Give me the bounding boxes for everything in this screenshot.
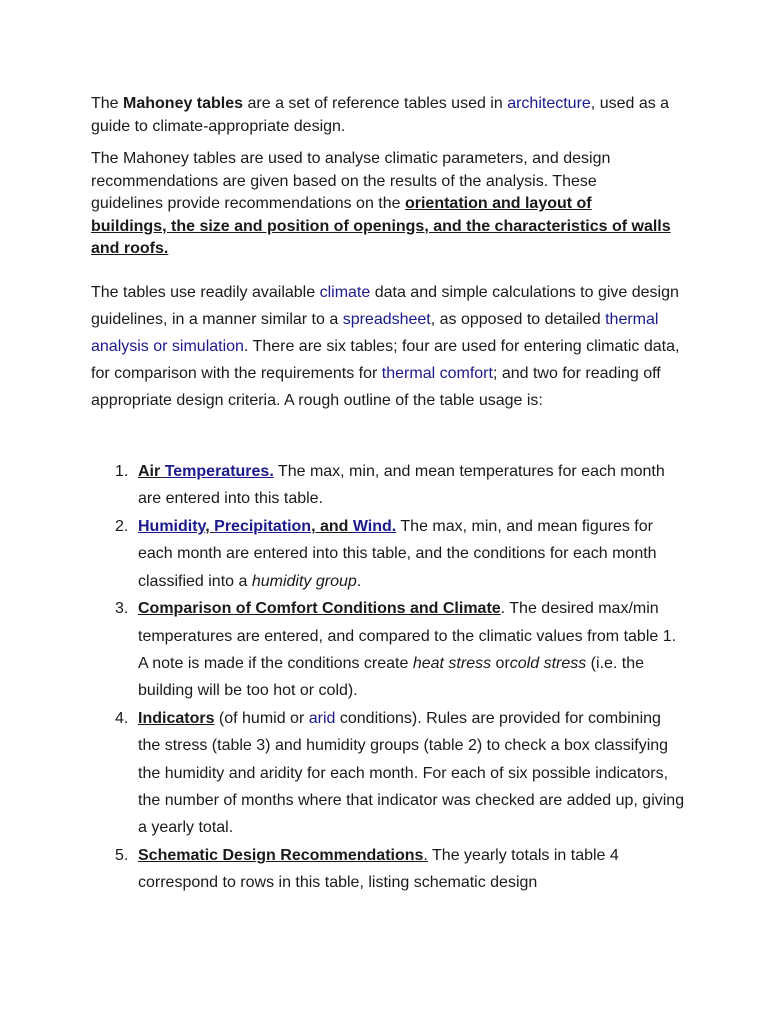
item-text-end: conditions). Rules are provided for combining the stress (table 3) and humidity groups (table 2) to check a box classifying the humidity and aridity for each month. For each of six possible indicators, the number of months where that indicator was checked are added up, giving a yearly total. [138,710,685,837]
usage-text-1: The tables use readily available [91,284,320,301]
list-number: 5. [115,847,129,865]
architecture-link[interactable]: architecture [507,95,591,112]
thermal-comfort-link[interactable]: thermal comfort [381,365,493,382]
usage-text-2: data and simple calculations to give design guidelines, in a manner similar to a [91,284,679,328]
humidity-link[interactable]: Humidity [138,518,206,536]
title-period: . [423,847,428,865]
list-number: 4. [115,710,129,728]
item-text: The max, min, and mean temperatures for each month are entered into this table. [138,463,665,508]
usage-text-5: ; and two for reading off appropriate design criteria. A rough outline of the table usage is: [91,365,661,409]
list-number: 3. [115,600,129,618]
usage-text-3: , as opposed to detailed [430,311,606,328]
analysis-paragraph [91,148,671,261]
item-text: The max, min, and mean figures for each month are entered into this table, and the conditions for each month classified into a [138,518,657,590]
item-text-end: (i.e. the building will be too hot or cold). [138,655,645,700]
heat-stress-term: heat stress [412,655,492,673]
list-item [91,458,687,513]
design-recommendations-emphasis: orientation and layout of buildings, the size and position of openings, and the characteristics of walls and roofs. [91,195,671,257]
table-usage-list [91,458,687,897]
usage-paragraph [91,279,681,414]
analysis-text: The Mahoney tables are used to analyse climatic parameters, and design recommendations are given based on the results of the analysis. These guidelines provide recommendations on the [91,150,611,212]
arid-link[interactable]: arid [308,710,336,728]
usage-text-4: . There are six tables; four are used for entering climatic data, for comparison with the requirements for [91,338,680,382]
wind-link[interactable]: Wind. [352,518,397,536]
air-label: Air [138,463,161,480]
list-item [91,705,687,841]
temperatures-link[interactable]: Temperatures. [164,463,274,480]
item-text: (of humid or [214,710,309,728]
item-text: . The desired max/min temperatures are entered, and compared to the climatic values from table 1. A note is made if the conditions create [138,600,677,673]
cold-stress-term: cold stress [509,655,587,673]
list-number: 2. [115,518,129,536]
item-text: The yearly totals in table 4 correspond to rows in this table, listing schematic design [138,847,619,892]
precipitation-link[interactable]: Precipitation [214,518,312,536]
humidity-group-term: humidity group [251,572,357,590]
climate-link[interactable]: climate [319,284,371,301]
intro-text-1: The [91,95,124,112]
item-text-end: . [356,572,362,590]
intro-text-3: , used as a guide to climate-appropriate design. [91,95,670,135]
mahoney-tables-term: Mahoney tables [123,95,244,112]
thermal-analysis-link[interactable]: thermal analysis or simulation [91,311,659,355]
and-separator: , and [311,518,353,536]
spreadsheet-link[interactable]: spreadsheet [342,311,431,328]
or-text: or [491,655,510,673]
indicators-title: Indicators [138,710,215,728]
intro-text-2: are a set of reference tables used in [243,95,508,112]
comma-separator: , [205,518,215,536]
schematic-design-title: Schematic Design Recommendations [138,847,424,865]
list-number: 1. [115,463,129,480]
list-item [91,513,687,595]
comfort-comparison-title: Comparison of Comfort Conditions and Climate [138,600,501,618]
list-item [91,595,687,704]
intro-paragraph [91,92,681,138]
list-item [91,842,687,897]
